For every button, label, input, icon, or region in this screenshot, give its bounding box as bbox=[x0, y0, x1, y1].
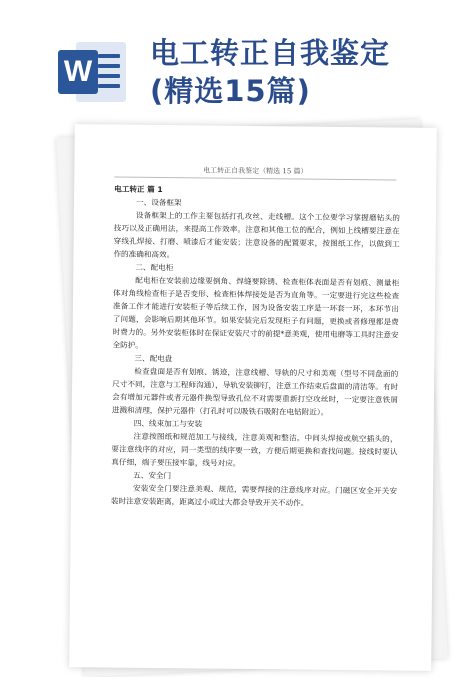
paragraph: 配电柜在安装前边缘要倒角、焊缝要除锈、检查柜体表面是否有划痕、测量柜体对角线检查柜子是否变形、检查柜体焊接处是否为直角等。一定要进行完这些检查准备工作才能进行安装柜子等后续工作，因为设备安装工序是一环套一环，本环节出了问题，会影响后期其他环节。如果安装完后发现柜子有问题，更换或者修理都是费时费力的。另外安装柜体时在保证安装尺寸的前提*意美观，使用电磨等工具时注意安全防护。 bbox=[112, 275, 400, 350]
header-rule bbox=[114, 177, 396, 181]
document-body bbox=[111, 183, 400, 511]
section-heading: 电工转正 篇 1 bbox=[114, 184, 163, 195]
subsection-title: 一、设备框架 bbox=[135, 197, 182, 208]
subsection-title: 五、安全门 bbox=[133, 470, 172, 481]
paragraph: 检查盘面是否有划痕、锈迹，注意线槽、导轨的尺寸和美观（型号不同盘面的尺寸不同，注意与工程师沟通），导轨安装铆钉，注意工作结束后盘面的清洁等。有时会有增加元器件或者元器件换型导致孔位不对需要重新打空攻丝时，一定要注意铁屑进溅和清理，保护元器件（打孔时可以吸铁石吸附在电钻附近）。 bbox=[111, 366, 399, 417]
subsection-title: 四、线束加工与安装 bbox=[133, 418, 203, 429]
title-line-1: 电工转正自我鉴定 bbox=[150, 36, 391, 70]
paragraph: 设备框架上的工作主要包括打孔攻丝、走线槽。这个工位要学习掌握磨钻头的技巧以及正确用法，来提高工作效率。注意和其他工位的配合，例如上线槽要注意在穿线孔焊接、打磨、喷漆后才能安装；注意设备的配置要求，按图纸工作，以做到工作的准确和高效。 bbox=[113, 210, 400, 260]
title-line-2: (精选15篇) bbox=[150, 74, 311, 108]
document-running-header: 电工转正自我鉴定（精选 15 篇） bbox=[203, 166, 308, 176]
page-title bbox=[150, 34, 470, 110]
subsection-title: 三、配电盘 bbox=[134, 353, 173, 364]
document-page bbox=[69, 124, 437, 671]
subsection-title: 二、配电柜 bbox=[135, 262, 174, 273]
word-doc-icon bbox=[58, 40, 128, 104]
paragraph: 安装安全门要注意美观、规范，需要焊接的注意线序对应。门磁区安全开关安装时注意安装距离，距离过小或过大都会导致开关不动作。 bbox=[110, 483, 398, 508]
word-logo-badge: W bbox=[58, 50, 98, 94]
paragraph: 注意按图纸和规范加工与接线，注意美观和整洁。中间头焊接或航空插头的，要注意线序的对应，同一类型的线序要一致，方便后期更换和查找问题。接线时要认真仔细，端子要压接牢靠，线号对应。 bbox=[111, 431, 398, 468]
